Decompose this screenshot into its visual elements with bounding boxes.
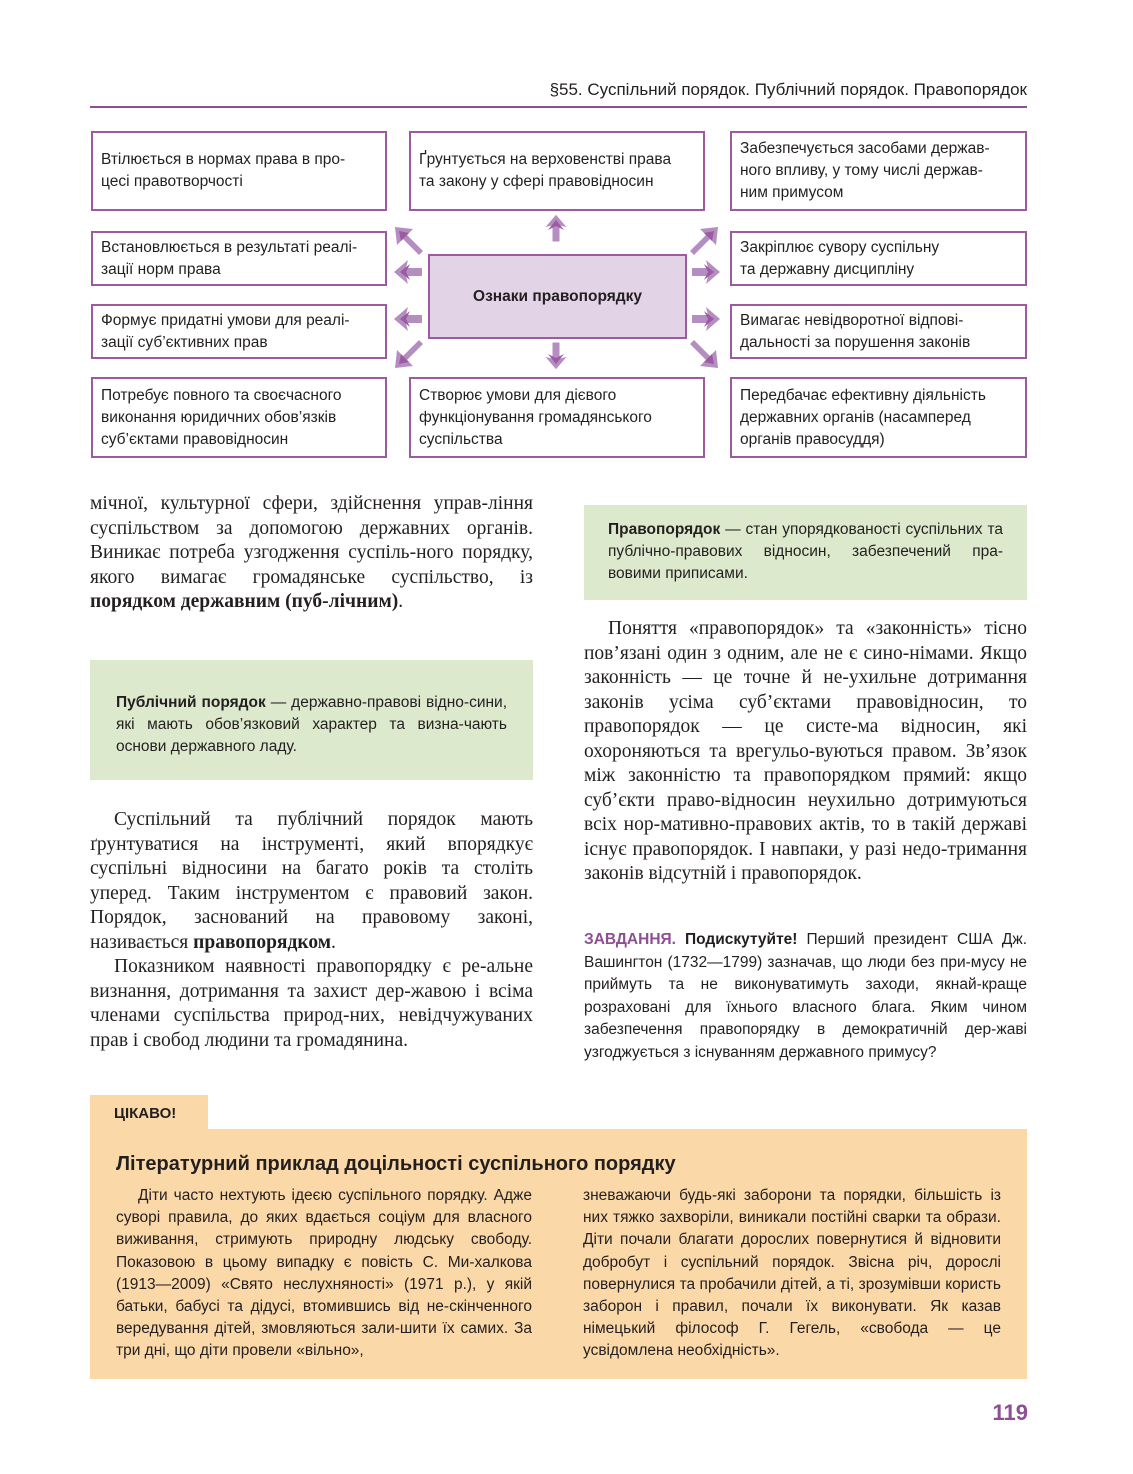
public-order-definition xyxy=(90,660,533,780)
diagram-center-box: Ознаки правопорядку xyxy=(428,254,687,339)
left-p2-bold: правопорядком xyxy=(193,931,331,953)
left-paragraphs xyxy=(90,808,533,1053)
diagram-box: Закріплює сувору суспільну та державну дисципліну xyxy=(730,231,1027,286)
task-text: Перший президент США Дж. Вашингтон (1732—1799) зазначав, що люди без при-мусу не приймуть та не виконуватимуть заходи, якнай-краще розраховані для їхнього власного блага. Яким чином забезпечення правопорядку в демократичній дер-жаві узгоджується з існуванням державного примусу? xyxy=(584,931,1027,1061)
running-header: §55. Суспільний порядок. Публічний порядок. Правопорядок xyxy=(549,80,1027,99)
page-number: 119 xyxy=(992,1400,1028,1425)
diagram-box: Встановлюється в результаті реалі- зації норм права xyxy=(91,231,387,286)
interesting-col-1: Діти часто нехтують ідеєю суспільного порядку. Адже суворі правила, до яких вдається соціум для власного виживання, стримують природну людську свободу. Показовою в цьому випадку є повість С. Ми-халкова (1913—2009) «Свято неслухняності» (1971 р.), у якій батьки, бабусі та дідусі, втомившись від не-скінченного вередування дітей, змовляються зали-шити їх самих. За три дні, що діти провели «вільно», xyxy=(116,1187,532,1360)
arrow-down-icon xyxy=(540,340,572,372)
arrow-down-left-icon xyxy=(393,338,425,370)
interesting-tab: ЦІКАВО! xyxy=(90,1095,208,1131)
left-p1-bold: порядком державним (пуб-лічним) xyxy=(90,591,399,612)
arrow-left-icon xyxy=(392,303,424,335)
arrow-up-icon xyxy=(540,212,572,244)
arrow-up-left-icon xyxy=(393,225,425,257)
left-paragraph-1 xyxy=(90,492,533,615)
interesting-col-2: зневажаючи будь-які заборони та порядки, більшість із них тяжко захворіли, виникали постійні сварки та образи. Діти почали благати дорослих повернутися й відновити добробут і суспільний порядок. Звісна річ, дорослі повернулися та пробачили дітей, а ті, зрозумівши користь заборон і правил, почали їх виконувати. Як казав німецький філософ Г. Гегель, «свобода — це усвідомлена необхідність». xyxy=(583,1187,1001,1360)
legal-order-text: — стан упорядкованості суспільних та публічно-правових відносин, забезпечений пра-вовими приписами. xyxy=(608,521,1003,582)
legal-order-diagram xyxy=(0,0,1133,470)
diagram-box: Втілюється в нормах права в про- цесі правотворчості xyxy=(91,131,387,211)
right-paragraph xyxy=(584,617,1027,887)
public-order-text: — державно-правові відно-сини, які мають обов’язковий характер та визна-чають основи державного ладу. xyxy=(116,694,508,755)
left-p1-end: . xyxy=(398,591,404,612)
left-p2-end: . xyxy=(331,931,336,953)
arrow-right-icon xyxy=(690,303,722,335)
diagram-box: Ґрунтується на верховенстві права та закону у сфері правовідносин xyxy=(409,131,705,211)
diagram-box: Створює умови для дієвого функціонування громадянського суспільства xyxy=(409,377,705,458)
task-label: ЗАВДАННЯ. xyxy=(584,931,676,948)
left-p2-text: Суспільний та публічний порядок мають ґрунтуватися на інструменті, який впорядкує суспільні відносини на багато років та століть уперед. Таким інструментом є правовий закон. Порядок, заснований на правовому законі, називається xyxy=(90,809,533,953)
legal-order-term: Правопорядок xyxy=(608,521,721,538)
diagram-box: Передбачає ефективну діяльність державних органів (насамперед органів правосуддя) xyxy=(730,377,1027,458)
diagram-box: Вимагає невідворотної відпові- дальності за порушення законів xyxy=(730,304,1027,359)
diagram-box: Забезпечується засобами держав- ного впливу, у тому числі держав- ним примусом xyxy=(730,131,1027,211)
task-bold: Подискутуйте! xyxy=(685,931,798,948)
arrow-left-icon xyxy=(392,256,424,288)
legal-order-definition xyxy=(584,505,1027,600)
right-p1: Поняття «правопорядок» та «законність» тісно пов’язані один з одним, але не є сино-німами. Якщо законність — це точне й не-ухильне дотримання законів усіма суб’єктами правовідносин, то правопорядок — це систе-ма відносин, які охороняються та врегульо-вуються правом. Зв’язок між законністю та правопорядком прямий: якщо суб’єкти право-відносин неухильно дотримуються всіх нор-мативно-правових актів, то в такій державі існує правопорядок. І навпаки, у разі недо-тримання законів відсутній і правопорядок. xyxy=(584,618,1027,884)
arrow-up-right-icon xyxy=(688,225,720,257)
arrow-down-right-icon xyxy=(688,338,720,370)
left-p1-text: мічної, культурної сфери, здійснення управ-ління суспільством за допомогою державних органів. Виникає потреба узгодження суспіль-ного порядку, якого вимагає громадянське суспільство, із xyxy=(90,493,533,588)
public-order-term: Публічний порядок xyxy=(116,694,266,711)
task-block xyxy=(584,929,1027,1064)
interesting-title: Літературний приклад доцільності суспільного порядку xyxy=(116,1153,676,1175)
diagram-box: Формує придатні умови для реалі- зації суб’єктивних прав xyxy=(91,304,387,359)
diagram-box: Потребує повного та своєчасного виконання юридичних обов’язків суб’єктами правовідносин xyxy=(91,377,387,458)
left-p3: Показником наявності правопорядку є ре-альне визнання, дотримання та захист дер-жавою і всіма членами суспільства природ-них, невідчужуваних прав і свобод людини та громадянина. xyxy=(90,956,533,1051)
arrow-right-icon xyxy=(690,256,722,288)
